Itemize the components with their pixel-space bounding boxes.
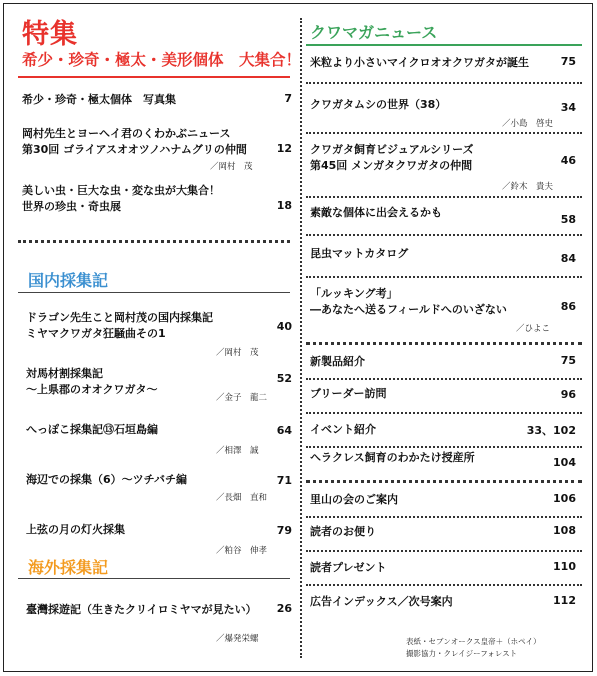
entry-title: クワガタ飼育ビジュアルシリーズ: [310, 143, 474, 156]
entry-page: 108: [553, 524, 576, 537]
entry-page: 84: [560, 252, 576, 265]
section-divider: [306, 480, 582, 483]
entry-title: 米粒より小さいマイクロオオクワガタが誕生: [310, 56, 530, 69]
entry-divider: [306, 82, 582, 84]
entry-page: 52: [276, 372, 292, 385]
entry-title: 第45回 メンガタクワガタの仲間: [310, 159, 473, 172]
toc-entry[interactable]: [26, 472, 292, 503]
entry-title: 岡村先生とヨーヘイ君のくわかぶニュース: [22, 127, 231, 140]
kaigai-heading: 海外採集記: [28, 558, 109, 577]
entry-author: ／岡村 茂: [216, 348, 259, 358]
entry-title: ブリーダー訪問: [310, 387, 387, 400]
toc-entry[interactable]: [310, 286, 576, 334]
entry-divider: [306, 132, 582, 134]
entry-title: へっぽこ採集記⑬石垣島編: [26, 423, 158, 436]
toc-entry[interactable]: [310, 354, 576, 370]
toc-entry[interactable]: [26, 602, 292, 644]
entry-title: 美しい虫・巨大な虫・変な虫が大集合！: [22, 184, 220, 197]
entry-title: 〜上県郡のオオクワガタ〜: [26, 383, 158, 396]
toc-entry[interactable]: [310, 450, 576, 469]
entry-title: 昆虫マットカタログ: [310, 247, 409, 260]
entry-divider: [306, 446, 582, 448]
entry-author: ／爆発栄螺: [216, 634, 259, 644]
entry-divider: [306, 516, 582, 518]
entry-title: ミヤマクワガタ狂騒曲その1: [26, 327, 166, 340]
toc-entry[interactable]: [310, 560, 576, 576]
entry-page: 7: [284, 92, 292, 105]
entry-page: 12: [276, 142, 292, 155]
entry-page: 79: [276, 524, 292, 537]
toc-entry[interactable]: [22, 92, 292, 108]
cover-credits: [406, 636, 541, 660]
toc-entry[interactable]: [26, 422, 292, 456]
toc-entry[interactable]: [310, 246, 576, 265]
feature-underline: [18, 76, 290, 78]
entry-page: 34: [560, 101, 576, 114]
entry-author: ／小島 啓史: [502, 119, 554, 129]
kokunai-heading: 国内採集記: [28, 271, 109, 290]
entry-title: 新製品紹介: [310, 355, 365, 368]
entry-page: 106: [553, 492, 576, 505]
toc-entry[interactable]: [310, 55, 576, 71]
kokunai-underline: [18, 292, 290, 293]
entry-page: 96: [560, 388, 576, 401]
entry-title: 海辺での採集（6）〜ツチバチ編: [26, 473, 187, 486]
feature-subtitle: 希少・珍奇・極太・美形個体 大集合！: [22, 51, 302, 69]
toc-entry[interactable]: [22, 183, 292, 215]
toc-entry[interactable]: [310, 422, 576, 438]
entry-title: 読者プレゼント: [310, 561, 387, 574]
entry-divider: [306, 584, 582, 586]
entry-title: ―あなたへ送るフィールドへのいざない: [310, 303, 507, 316]
entry-title: ドラゴン先生こと岡村茂の国内採集記: [26, 311, 213, 324]
entry-page: 26: [276, 602, 292, 615]
entry-author: ／鈴木 貴夫: [502, 182, 554, 192]
entry-title: クワガタムシの世界（38）: [310, 98, 447, 111]
entry-title: 上弦の月の灯火採集: [26, 523, 125, 536]
entry-author: ／金子 龍二: [216, 393, 268, 403]
toc-entry[interactable]: [26, 522, 292, 556]
entry-page: 75: [560, 55, 576, 68]
entry-page: 104: [553, 456, 576, 469]
entry-title: 読者のお便り: [310, 525, 376, 538]
credit-line: 撮影協力・クレイジーフォレスト: [406, 649, 518, 658]
section-divider: [306, 342, 582, 345]
entry-page: 110: [553, 560, 576, 573]
toc-entry[interactable]: [310, 492, 576, 508]
entry-page: 40: [276, 320, 292, 333]
entry-author: ／岡村 茂: [210, 162, 253, 172]
entry-page: 112: [553, 594, 576, 607]
entry-page: 86: [560, 300, 576, 313]
entry-title: ヘラクレス飼育のわかたけ授産所: [310, 451, 475, 464]
credit-line: 表紙・セブンオークス皇帝＋（ホペイ）: [406, 637, 541, 646]
entry-page: 64: [276, 424, 292, 437]
toc-entry[interactable]: [26, 366, 292, 403]
feature-label: 特集: [22, 19, 78, 50]
entry-title: 「ルッキング考」: [310, 287, 398, 300]
toc-entry[interactable]: [310, 594, 576, 610]
entry-author: ／粕谷 伸孝: [216, 546, 268, 556]
kaigai-underline: [18, 578, 290, 579]
section-divider: [18, 240, 290, 243]
entry-page: 18: [276, 199, 292, 212]
entry-title: 対馬材割採集記: [26, 367, 103, 380]
toc-entry[interactable]: [310, 386, 576, 402]
toc-entry[interactable]: [22, 126, 292, 172]
entry-page: 33、102: [526, 424, 576, 437]
entry-author: ／相澤 誠: [216, 446, 259, 456]
toc-entry[interactable]: [310, 97, 576, 129]
entry-author: ／ひよこ: [516, 324, 551, 334]
entry-divider: [306, 412, 582, 414]
entry-title: 臺灣採遊記（生きたクリイロミヤマが見たい）: [26, 603, 257, 616]
toc-entry[interactable]: [26, 310, 292, 358]
entry-divider: [306, 550, 582, 552]
toc-entry[interactable]: [310, 142, 576, 192]
toc-entry[interactable]: [310, 524, 576, 540]
column-divider: [300, 18, 302, 658]
entry-title: 希少・珍奇・極太個体 写真集: [22, 93, 176, 106]
entry-title: 広告インデックス／次号案内: [310, 595, 453, 608]
entry-page: 75: [560, 354, 576, 367]
entry-title: 素敵な個体に出会えるかも: [310, 206, 442, 219]
entry-divider: [306, 276, 582, 278]
entry-page: 58: [560, 213, 576, 226]
entry-page: 46: [560, 154, 576, 167]
entry-divider: [306, 234, 582, 236]
entry-divider: [306, 378, 582, 380]
entry-title: 里山の会のご案内: [310, 493, 398, 506]
toc-entry[interactable]: [310, 205, 576, 226]
entry-title: 世界の珍虫・奇虫展: [22, 200, 121, 213]
kuwagata-news-underline: [306, 44, 582, 46]
entry-title: 第30回 ゴライアスオオツノハナムグリの仲間: [22, 143, 247, 156]
entry-divider: [306, 196, 582, 198]
entry-page: 71: [276, 474, 292, 487]
kuwagata-news-heading: クワマガニュース: [310, 23, 438, 42]
entry-author: ／長畑 直和: [216, 493, 268, 503]
entry-title: イベント紹介: [310, 423, 376, 436]
table-of-contents-page: [3, 3, 593, 672]
